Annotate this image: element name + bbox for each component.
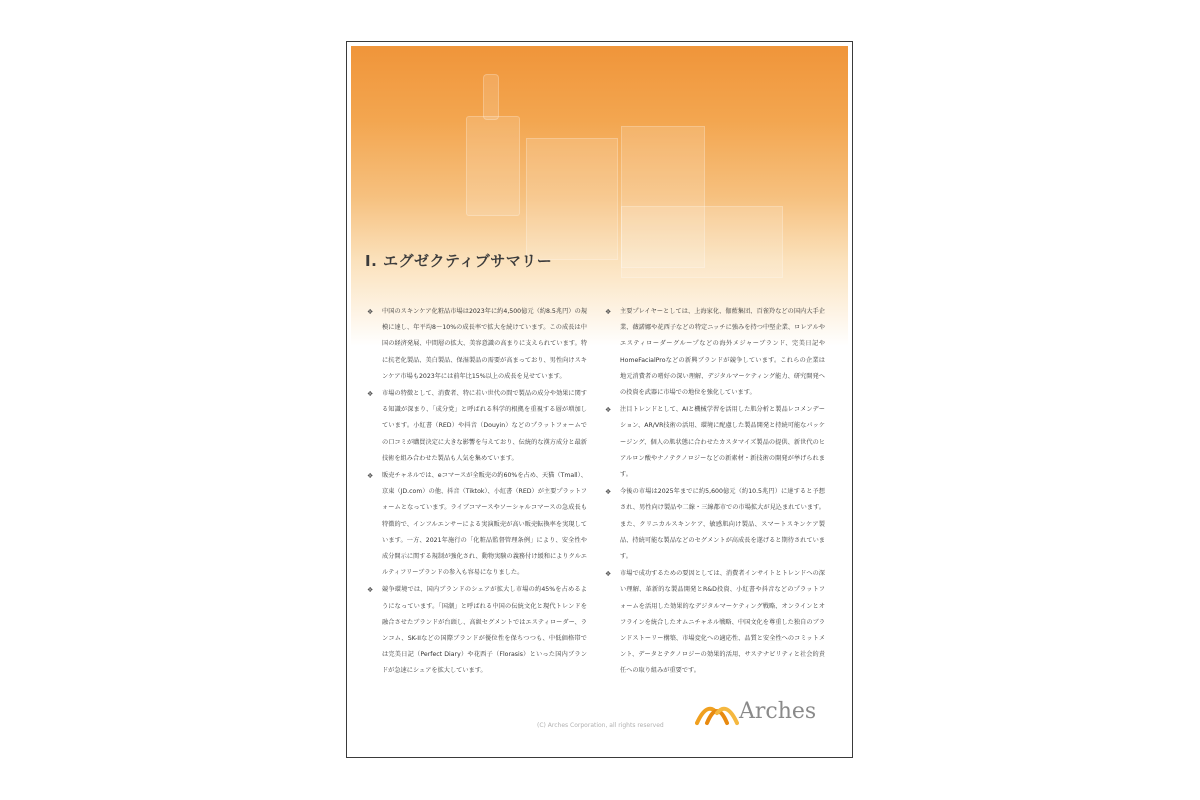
diamond-bullet-icon: ❖: [605, 488, 612, 497]
bullet-paragraph: ❖ 注目トレンドとして、AIと機械学習を活用した肌分析と製品レコメンデーション、AR/VR技術の活用、環境に配慮した製品開発と持続可能なパッケージング、個人の肌状態に合わせたカスタマイズ製品の提供、新世代のヒアルロン酸やナノテクノロジーなどの新素材・新技術の開発が挙げられます。: [605, 402, 825, 483]
diamond-bullet-icon: ❖: [605, 570, 612, 579]
bullet-paragraph: ❖ 今後の市場は2025年までに約5,600億元（約10.5兆円）に達すると予想され、男性向け製品や二線・三線都市での市場拡大が見込まれています。また、クリニカルスキンケア、敏感肌向け製品、スマートスキンケア製品、持続可能な製品などのセグメントが高成長を遂げると期待されています。: [605, 484, 825, 565]
bullet-paragraph: ❖ 主要プレイヤーとしては、上海家化、伽藍集団、百雀羚などの国内大手企業、薇諾娜や花西子などの特定ニッチに強みを持つ中堅企業、ロレアルやエスティローダーグループなどの海外メジャーブランド、完美日記やHomeFacialProなどの新興ブランドが競争しています。これらの企業は地元消費者の嗜好の深い理解、デジタルマーケティング能力、研究開発への投資を武器に市場での地位を強化しています。: [605, 304, 825, 401]
box-silhouette: [621, 206, 783, 278]
page-title: Ⅰ. エグゼクティブサマリー: [365, 252, 553, 270]
document-page: [346, 41, 853, 758]
dropper-silhouette: [483, 74, 499, 120]
arches-logo: [695, 697, 835, 731]
diamond-bullet-icon: ❖: [367, 472, 374, 481]
logo-wordmark: Arches: [739, 699, 817, 724]
bullet-paragraph: ❖ 中国のスキンケア化粧品市場は2023年に約4,500億元（約8.5兆円）の規模に達し、年平均8～10%の成長率で拡大を続けています。この成長は中国の経済発展、中間層の拡大、美容意識の高まりに支えられています。特に抗老化製品、美白製品、保湿製品の需要が高まっており、男性向けスキンケア市場も2023年には前年比15%以上の成長を見せています。: [367, 304, 587, 385]
bullet-paragraph: ❖ 販売チャネルでは、eコマースが全販売の約60%を占め、天猫（Tmall）、京東（JD.com）の他、抖音（Tiktok）、小紅書（RED）が主要プラットフォームとなっています。ライブコマースやソーシャルコマースの急成長も特徴的で、インフルエンサーによる実演販売が高い販売転換率を実現しています。一方、2021年施行の「化粧品監督管理条例」により、安全性や成分開示に関する規制が強化され、動物実験の義務付け緩和によりクルエルティフリーブランドの参入も容易になりました。: [367, 468, 587, 581]
diamond-bullet-icon: ❖: [367, 390, 374, 399]
arches-arc-logo-icon: [695, 697, 739, 727]
diamond-bullet-icon: ❖: [605, 308, 612, 316]
hero-banner-image: [351, 46, 848, 346]
diamond-bullet-icon: ❖: [367, 586, 374, 595]
right-column: [605, 304, 825, 681]
diamond-bullet-icon: ❖: [605, 406, 612, 415]
bullet-paragraph: ❖ 市場の特徴として、消費者、特に若い世代の間で製品の成分や効果に関する知識が深まり、「成分党」と呼ばれる科学的根拠を重視する層が増加しています。小紅書（RED）や抖音（Douyin）などのプラットフォームでの口コミが購買決定に大きな影響を与えており、伝統的な漢方成分と最新技術を組み合わせた製品も人気を集めています。: [367, 386, 587, 467]
left-column: [367, 304, 587, 681]
bottle-silhouette: [466, 116, 520, 216]
diamond-bullet-icon: ❖: [367, 308, 374, 316]
bullet-paragraph: ❖ 市場で成功するための要因としては、消費者インサイトとトレンドへの深い理解、革新的な製品開発とR&D投資、小紅書や抖音などのプラットフォームを活用した効果的なデジタルマーケティング戦略、オンラインとオフラインを統合したオムニチャネル戦略、中国文化を尊重した独自のブランドストーリー構築、市場変化への適応性、品質と安全性へのコミットメント、データとテクノロジーの効果的活用、サステナビリティと社会的責任への取り組みが重要です。: [605, 566, 825, 679]
box-silhouette: [526, 138, 618, 260]
copyright-footer: (C) Arches Corporation, all rights reserved: [537, 722, 664, 729]
bullet-paragraph: ❖ 競争環境では、国内ブランドのシェアが拡大し市場の約45%を占めるようになっています。「国潮」と呼ばれる中国の伝統文化と現代トレンドを融合させたブランドが台頭し、高級セグメントではエスティローダー、ランコム、SK-IIなどの国際ブランドが優位性を保ちつつも、中低価格帯では完美日記（Perfect Diary）や花西子（Florasis）といった国内ブランドが急速にシェアを拡大しています。: [367, 582, 587, 679]
